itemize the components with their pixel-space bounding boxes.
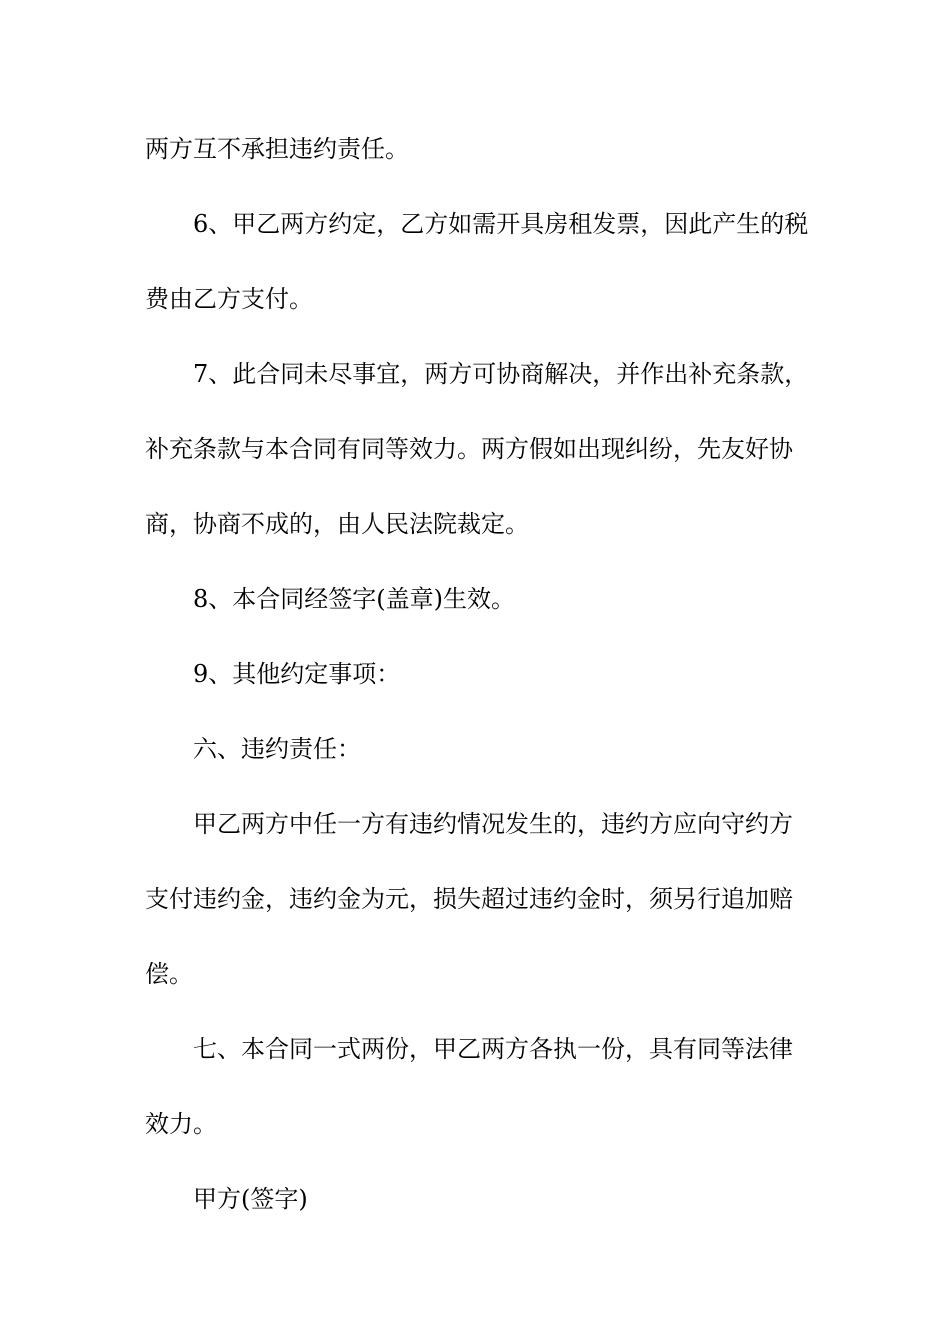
contract-text [145,122,807,1247]
line-text: 8、本合同经签字(盖章)生效。 [193,585,515,613]
line-text: 两方互不承担违约责任。 [145,135,409,163]
clause-6-line-1 [145,197,807,272]
section-6-heading [145,722,807,797]
clause-8 [145,572,807,647]
line-text: 七、本合同一式两份，甲乙两方各执一份，具有同等法律 [193,1035,793,1063]
line-text: 六、违约责任： [193,735,361,763]
clause-7-line-2 [145,422,807,497]
section-7-line-2 [145,1097,807,1172]
line-text: 偿。 [145,960,193,988]
clause-6-line-2 [145,272,807,347]
clause-9 [145,647,807,722]
text-line [145,122,807,197]
section-6-line-2 [145,872,807,947]
line-text: 效力。 [145,1110,217,1138]
line-text: 7、此合同未尽事宜，两方可协商解决，并作出补充条款， [193,360,809,388]
line-text: 甲方(签字) [193,1185,308,1213]
clause-7-line-3 [145,497,807,572]
clause-7-line-1 [145,347,807,422]
party-a-signature [145,1172,807,1247]
line-text: 6、甲乙两方约定，乙方如需开具房租发票，因此产生的税 [193,210,809,238]
line-text: 甲乙两方中任一方有违约情况发生的，违约方应向守约方 [193,810,793,838]
line-text: 费由乙方支付。 [145,285,313,313]
line-text: 支付违约金，违约金为元，损失超过违约金时，须另行追加赔 [145,885,793,913]
section-7-line-1 [145,1022,807,1097]
line-text: 9、其他约定事项： [193,660,401,688]
line-text: 补充条款与本合同有同等效力。两方假如出现纠纷，先友好协 [145,435,793,463]
section-6-line-1 [145,797,807,872]
line-text: 商，协商不成的，由人民法院裁定。 [145,510,529,538]
section-6-line-3 [145,947,807,1022]
